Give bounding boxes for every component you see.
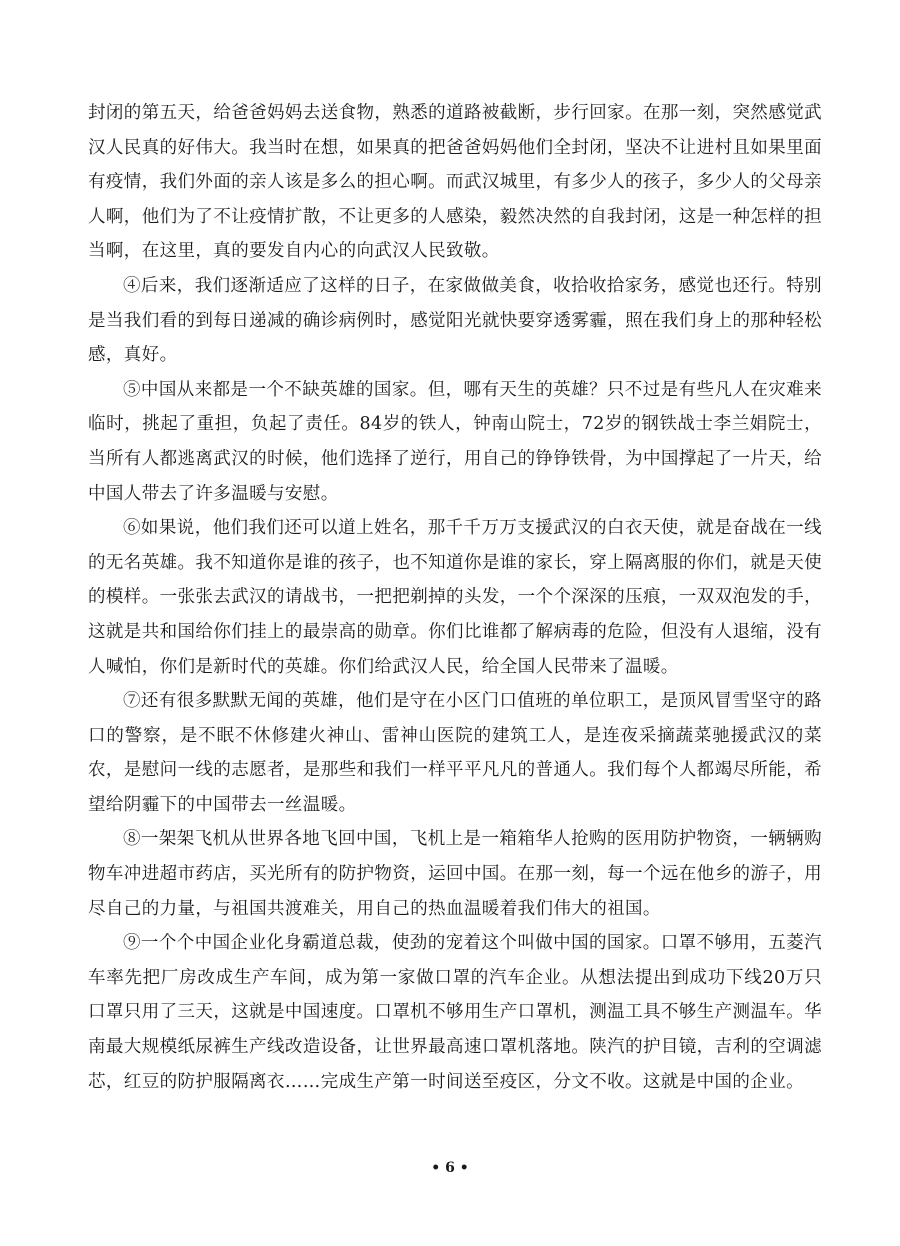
paragraph-7: ⑦还有很多默默无闻的英雄，他们是守在小区门口值班的单位职工，是顶风冒雪坚守的路口的警察，是不眠不休修建火神山、雷神山医院的建筑工人，是连夜采摘蔬菜驰援武汉的菜农，是慰问一线的志愿者，是那些和我们一样平平凡凡的普通人。我们每个人都竭尽所能，希望给阴霾下的中国带去一丝温暖。: [88, 691, 822, 815]
paragraph-5: ⑤中国从来都是一个不缺英雄的国家。但，哪有天生的英雄？只不过是有些凡人在灾难来临时，挑起了重担，负起了责任。84岁的铁人，钟南山院士，72岁的钢铁战士李兰娟院士，当所有人都逃离武汉的时候，他们选择了逆行，用自己的铮铮铁骨，为中国撑起了一片天，给中国人带去了许多温暖与安慰。: [88, 379, 822, 504]
paragraph-4: ④后来，我们逐渐适应了这样的日子，在家做做美食，收拾收拾家务，感觉也还行。特别是当我们看的到每日递减的确诊病例时，感觉阳光就快要穿透雾霾，照在我们身上的那种轻松感，真好。: [88, 275, 822, 366]
paragraph-8: ⑧一架架飞机从世界各地飞回中国，飞机上是一箱箱华人抢购的医用防护物资，一辆辆购物车冲进超市药店，买光所有的防护物资，运回中国。在那一刻，每一个远在他乡的游子，用尽自己的力量，与祖国共渡难关，用自己的热血温暖着我们伟大的祖国。: [88, 829, 822, 919]
page-number: • 6 •: [431, 1160, 469, 1176]
paragraph-9: ⑨一个个中国企业化身霸道总裁，使劲的宠着这个叫做中国的国家。口罩不够用，五菱汽车率先把厂房改成生产车间，成为第一家做口罩的汽车企业。从想法提出到成功下线20万只口罩只用了三天，这就是中国速度。口罩机不够用生产口罩机，测温工具不够生产测温车。华南最大规模纸尿裤生产线改造设备，让世界最高速口罩机落地。陕汽的护目镜，吉利的空调滤芯，红豆的防护服隔离衣……完成生产第一时间送至疫区，分文不收。这就是中国的企业。: [88, 933, 822, 1092]
document-body: [88, 96, 822, 1099]
paragraph-6: ⑥如果说，他们我们还可以道上姓名，那千千万万支援武汉的白衣天使，就是奋战在一线的无名英雄。我不知道你是谁的孩子，也不知道你是谁的家长，穿上隔离服的你们，就是天使的模样。一张张去武汉的请战书，一把把剃掉的头发，一个个深深的压痕，一双双泡发的手，这就是共和国给你们挂上的最崇高的勋章。你们比谁都了解病毒的危险，但没有人退缩，没有人喊怕，你们是新时代的英雄。你们给武汉人民，给全国人民带来了温暖。: [88, 518, 822, 677]
paragraph-continuation: 封闭的第五天，给爸爸妈妈去送食物，熟悉的道路被截断，步行回家。在那一刻，突然感觉武汉人民真的好伟大。我当时在想，如果真的把爸爸妈妈他们全封闭，坚决不让进村且如果里面有疫情，我们外面的亲人该是多么的担心啊。而武汉城里，有多少人的孩子，多少人的父母亲人啊，他们为了不让疫情扩散，不让更多的人感染，毅然决然的自我封闭，这是一种怎样的担当啊，在这里，真的要发自内心的向武汉人民致敬。: [88, 103, 822, 262]
